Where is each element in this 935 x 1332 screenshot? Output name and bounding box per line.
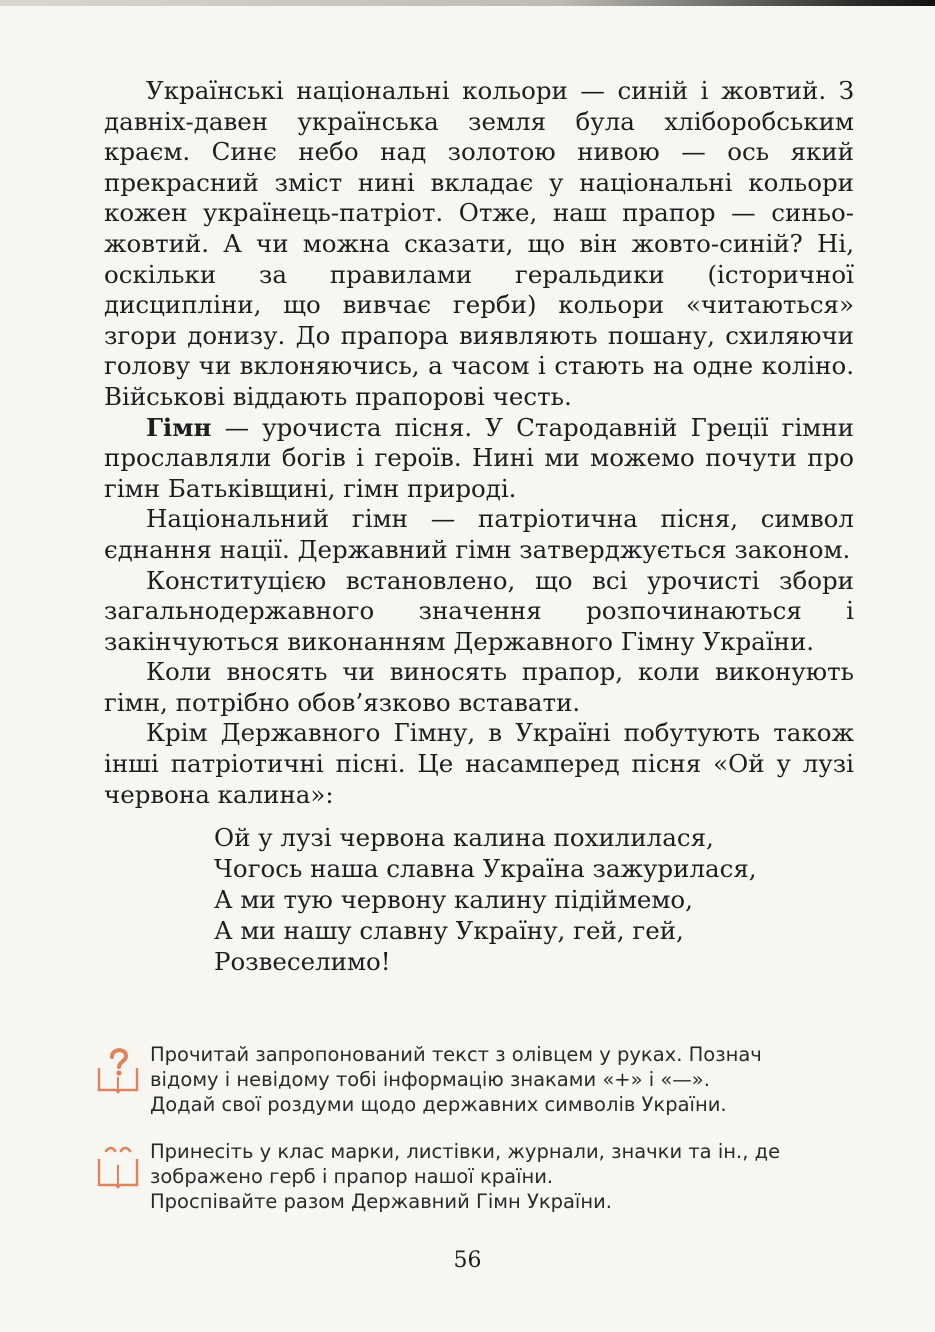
task-bring-items bbox=[96, 1139, 856, 1214]
poem-line: Ой у лузі червона калина похилилася, bbox=[214, 823, 714, 853]
poem-line: Чогось наша славна Україна зажурилася, bbox=[214, 854, 757, 884]
poem-line: А ми нашу славну Україну, гей, гей, bbox=[214, 916, 684, 946]
task-text-line: зображено герб і прапор нашої країни. bbox=[150, 1165, 554, 1188]
paragraph-patriotic-songs: Крім Державного Гімну, в Україні побутують також інші патріотичні пісні. Це насамперед пісня «Ой у лузі червона калина»: bbox=[104, 718, 854, 809]
task-text-line: Принесіть у клас марки, листівки, журнали, значки та ін., де bbox=[150, 1140, 781, 1163]
task-text-line: Додай свої роздуми щодо державних символів України. bbox=[150, 1093, 727, 1116]
task-text-line: відому і невідому тобі інформацію знаками «+» і «—». bbox=[150, 1068, 710, 1091]
question-book-icon bbox=[96, 1044, 140, 1094]
task-text-line: Прочитай запропонований текст з олівцем у руках. Познач bbox=[150, 1043, 762, 1066]
poem-chervona-kalyna bbox=[214, 822, 854, 977]
paragraph-colors: Українські національні кольори — синій і жовтий. З давніх-давен українська земля була хліборобським краєм. Синє небо над золотою нивою — ось який прекрасний зміст нині вкладає у національні кольори кожен українець-патріот. Отже, наш прапор — синьо-жовтий. А чи можна сказати, що він жовто-синій? Ні, оскільки за правилами геральдики (історичної дисципліни, що вивчає герби) кольори «читаються» згори донизу. До прапора виявляють пошану, схиляючи голову чи вклоняючись, а часом і стають на одне коліно. Військові віддають прапорові честь. bbox=[104, 76, 854, 411]
poem-line: А ми тую червону калину підіймемо, bbox=[214, 885, 693, 915]
paragraph-constitution: Конституцією встановлено, що всі урочисті збори загальнодержавного значення розпочинаються і закінчуються виконанням Державного Гімну України. bbox=[104, 565, 854, 656]
tasks-section bbox=[96, 1042, 856, 1236]
paragraph-national-anthem: Національний гімн — патріотична пісня, символ єднання нації. Державний гімн затверджується законом. bbox=[104, 504, 854, 564]
open-book-icon bbox=[96, 1141, 140, 1191]
poem-line: Розвеселимо! bbox=[214, 947, 391, 977]
task-read-text bbox=[96, 1042, 856, 1117]
page-number: 56 bbox=[453, 1248, 482, 1273]
term-anthem: Гімн bbox=[146, 412, 212, 442]
main-text bbox=[104, 76, 854, 977]
page-top-edge bbox=[0, 0, 935, 6]
paragraph-anthem-definition: Гімн — урочиста пісня. У Стародавній Греції гімни прославляли богів і героїв. Нині ми можемо почути про гімн Батьківщині, гімн природі. bbox=[104, 412, 854, 503]
paragraph-standing: Коли вносять чи виносять прапор, коли виконують гімн, потрібно обов’язково вставати. bbox=[104, 657, 854, 717]
task-text-line: Проспівайте разом Державний Гімн України. bbox=[150, 1190, 612, 1213]
